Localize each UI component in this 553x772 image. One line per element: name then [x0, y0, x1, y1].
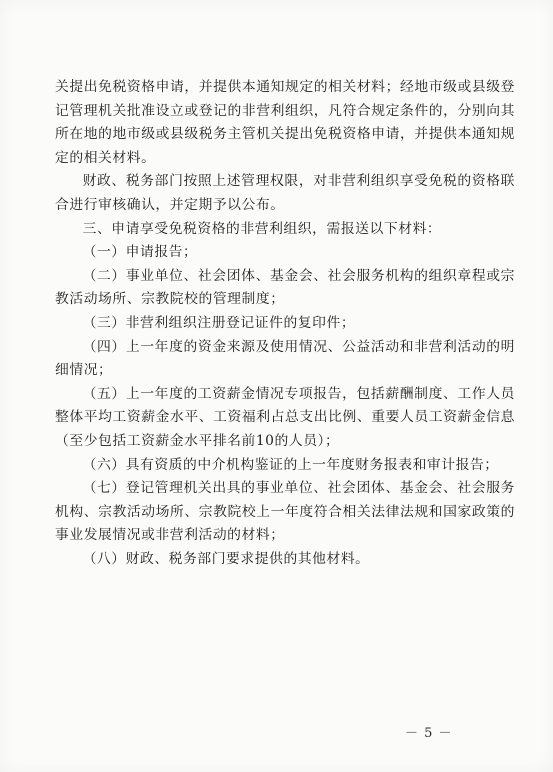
paragraph-review-confirmation: 财政、税务部门按照上述管理权限，对非营利组织享受免税的资格联合进行审核确认，并定期予以公布。 — [55, 173, 515, 213]
list-item-1: （一）申请报告； — [82, 244, 198, 261]
list-item-2: （二）事业单位、社会团体、基金会、社会服务机构的组织章程或宗教活动场所、宗教院校的管理制度； — [55, 267, 515, 308]
list-item-8: （八）财政、税务部门要求提供的其他材料。 — [82, 550, 370, 567]
list-item-7: （七）登记管理机关出具的事业单位、社会团体、基金会、社会服务机构、宗教活动场所、宗教院校上一年度符合相关法律法规和国家政策的事业发展情况或非营利活动的材料； — [55, 480, 515, 544]
list-item-3: （三）非营利组织注册登记证件的复印件； — [82, 314, 356, 331]
list-item-5: （五）上一年度的工资薪金情况专项报告，包括薪酬制度、工作人员整体平均工资薪金水平、工资福利占总支出比例、重要人员工资薪金信息（至少包括工资薪金水平排名前10的人员）； — [55, 385, 515, 449]
document-body — [55, 76, 515, 571]
list-item-6: （六）具有资质的中介机构鉴证的上一年度财务报表和审计报告； — [82, 456, 499, 473]
list-item-4: （四）上一年度的资金来源及使用情况、公益活动和非营利活动的明细情况； — [55, 338, 515, 379]
paragraph-continuation: 关提出免税资格申请，并提供本通知规定的相关材料；经地市级或县级登记管理机关批准设立或登记的非营利组织，凡符合规定条件的，分别向其所在地的地市级或县级税务主管机关提出免税资格申请，并提供本通知规定的相关材料。 — [55, 79, 515, 166]
page-number: － 5 － — [405, 726, 453, 741]
paragraph-section-three-heading: 三、申请享受免税资格的非营利组织，需报送以下材料： — [82, 220, 442, 237]
